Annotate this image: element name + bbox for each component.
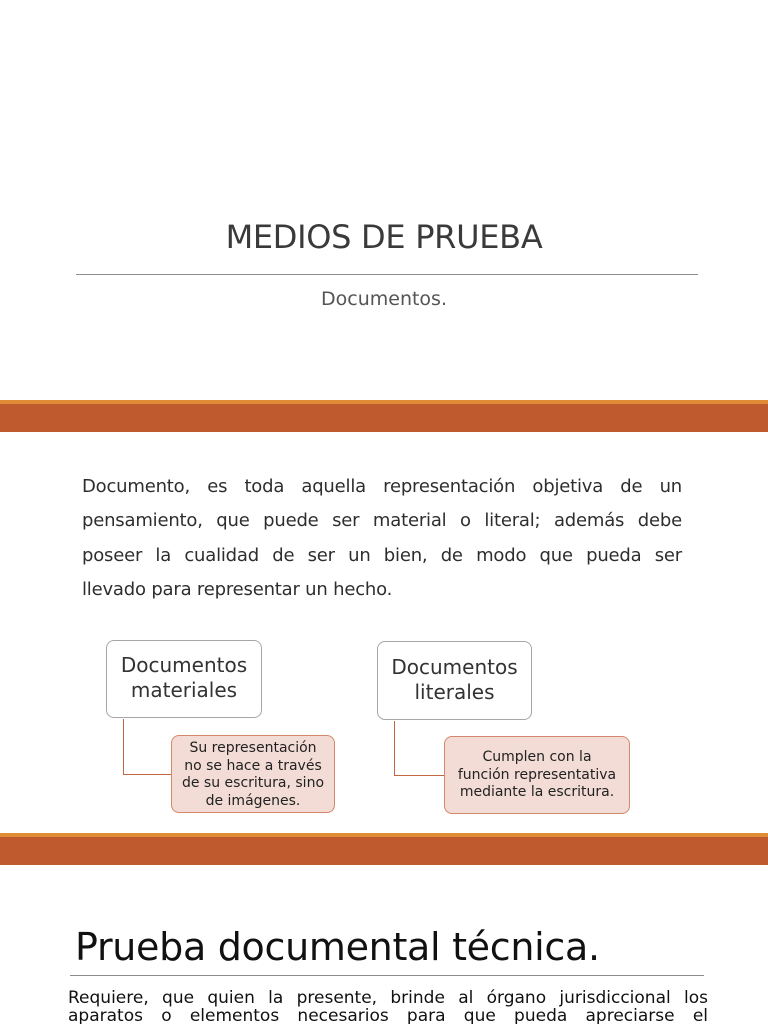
documentos-literales-box <box>377 641 532 720</box>
detail-line: de imágenes. <box>205 792 301 809</box>
technical-proof-paragraph <box>68 989 708 1024</box>
materiales-detail-box <box>171 735 335 813</box>
connector-line <box>123 719 124 774</box>
technical-proof-slide <box>0 865 768 1024</box>
box-label: Documentos <box>120 653 248 677</box>
paragraph-line: Documento, es toda aquella representación objetiva de un <box>82 476 682 497</box>
box-label: Documentos <box>391 655 518 679</box>
paragraph-line: aparatos o elementos necesarios para que pueda apreciarse el <box>68 1006 708 1024</box>
connector-line <box>394 775 444 776</box>
title-divider <box>70 975 704 976</box>
detail-line: función representativa <box>457 766 617 783</box>
box-label: literales <box>414 680 495 704</box>
detail-line: no se hace a través <box>184 757 322 774</box>
paragraph-line: pensamiento, que puede ser material o literal; además debe <box>82 510 682 532</box>
literales-detail-box <box>444 736 630 814</box>
definition-paragraph <box>82 470 682 607</box>
slide-separator <box>0 400 768 432</box>
paragraph-line: poseer la cualidad de ser un bien, de modo que pueda ser <box>82 544 682 566</box>
connector-line <box>123 774 171 775</box>
title-slide <box>0 0 768 400</box>
definition-slide <box>0 432 768 834</box>
detail-line: Cumplen con la <box>482 749 592 765</box>
title-divider <box>76 274 698 275</box>
connector-line <box>394 721 395 775</box>
slide-separator <box>0 833 768 865</box>
detail-line: Su representación <box>189 740 317 756</box>
documentos-materiales-box <box>106 640 262 718</box>
detail-line: de su escritura, sino <box>181 775 325 791</box>
detail-line: mediante la escritura. <box>459 784 615 800</box>
slide-title: Prueba documental técnica. <box>75 925 600 969</box>
paragraph-line: Requiere, que quien la presente, brinde al órgano jurisdiccional los <box>68 988 708 1008</box>
box-label: materiales <box>130 678 238 702</box>
slide-subtitle: Documentos. <box>321 288 447 310</box>
paragraph-line: llevado para representar un hecho. <box>82 578 393 600</box>
slide-title: MEDIOS DE PRUEBA <box>225 218 543 256</box>
